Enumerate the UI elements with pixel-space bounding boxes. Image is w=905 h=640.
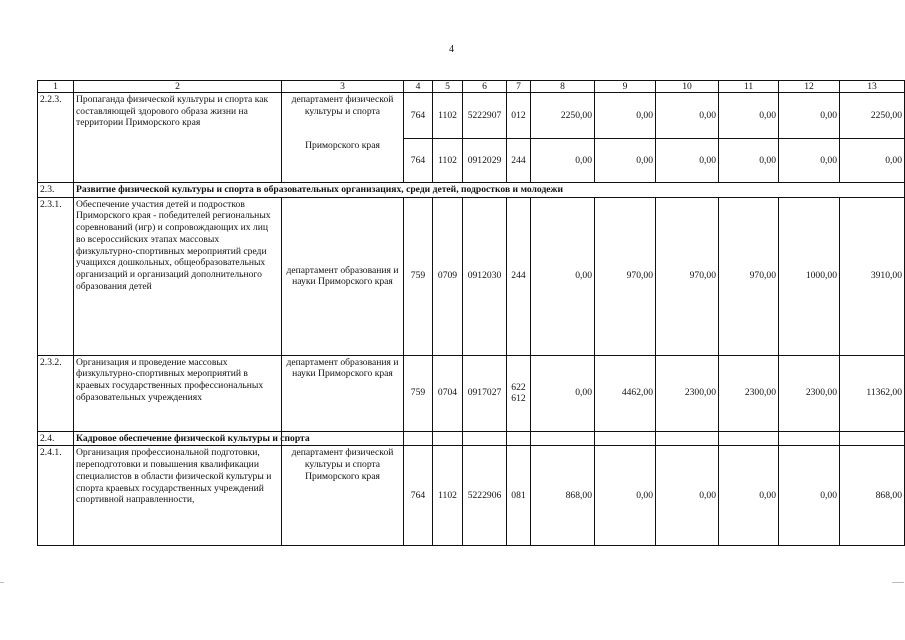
scan-mark bbox=[892, 582, 904, 583]
code-cell: 759 bbox=[404, 355, 433, 431]
code-cell: 081 bbox=[507, 446, 531, 546]
value-cell: 4462,00 bbox=[595, 355, 656, 431]
measure-name: Организация и проведение массовых физкультурно-спортивных мероприятий в краевых государственных профессиональных образовательных учреждениях bbox=[74, 355, 282, 431]
code-cell: 1102 bbox=[433, 446, 463, 546]
empty-cell bbox=[531, 431, 595, 446]
code-cell: 012 bbox=[507, 93, 531, 139]
table-row bbox=[38, 355, 905, 431]
header-cell: 13 bbox=[840, 81, 905, 93]
page-number: 4 bbox=[449, 44, 454, 55]
header-cell: 7 bbox=[507, 81, 531, 93]
header-cell: 8 bbox=[531, 81, 595, 93]
value-cell: 0,00 bbox=[719, 446, 779, 546]
empty-cell bbox=[404, 431, 433, 446]
code-cell: 244 bbox=[507, 139, 531, 183]
code-cell: 0704 bbox=[433, 355, 463, 431]
value-cell: 2250,00 bbox=[531, 93, 595, 139]
empty-cell bbox=[719, 431, 779, 446]
department-cell: департамент образования и науки Приморского края bbox=[282, 197, 404, 355]
value-cell: 0,00 bbox=[779, 139, 840, 183]
empty-cell bbox=[507, 431, 531, 446]
value-cell: 0,00 bbox=[595, 446, 656, 546]
value-cell: 0,00 bbox=[719, 139, 779, 183]
section-number: 2.3. bbox=[38, 183, 74, 198]
table-row bbox=[38, 446, 905, 546]
header-cell: 10 bbox=[656, 81, 719, 93]
department-cell: Приморского края bbox=[282, 139, 404, 183]
code-cell: 0709 bbox=[433, 197, 463, 355]
code-cell: 0917027 bbox=[463, 355, 507, 431]
value-cell: 0,00 bbox=[719, 93, 779, 139]
header-cell: 12 bbox=[779, 81, 840, 93]
value-cell: 0,00 bbox=[595, 139, 656, 183]
value-cell: 2300,00 bbox=[656, 355, 719, 431]
measure-name: Пропаганда физической культуры и спорта как составляющей здорового образа жизни на территории Приморского края bbox=[74, 93, 282, 183]
code-cell: 5222907 bbox=[463, 93, 507, 139]
value-cell: 0,00 bbox=[531, 355, 595, 431]
header-cell: 11 bbox=[719, 81, 779, 93]
measure-name: Обеспечение участия детей и подростков Приморского края - победителей региональных соревнований (игр) и сопровождающих их лиц во всероссийских этапах массовых физкультурно-спортивных мероприятий среди учащихся дошкольных, общеобразовательных организаций и организаций дополнительного образования детей bbox=[74, 197, 282, 355]
value-cell: 970,00 bbox=[656, 197, 719, 355]
header-cell: 4 bbox=[404, 81, 433, 93]
department-cell: департамент физической культуры и спорта bbox=[282, 93, 404, 139]
empty-cell bbox=[656, 431, 719, 446]
row-number: 2.4.1. bbox=[38, 446, 74, 546]
code-cell: 764 bbox=[404, 93, 433, 139]
table-row bbox=[38, 93, 905, 139]
value-cell: 0,00 bbox=[531, 197, 595, 355]
code-cell: 759 bbox=[404, 197, 433, 355]
code-cell: 622 612 bbox=[507, 355, 531, 431]
code-cell: 0912030 bbox=[463, 197, 507, 355]
empty-cell bbox=[433, 431, 463, 446]
value-cell: 0,00 bbox=[779, 446, 840, 546]
measure-name: Организация профессиональной подготовки, переподготовки и повышения квалификации специалистов в области физической культуры и спорта краевых государственных учреждений спортивной направленности, bbox=[74, 446, 282, 546]
value-cell: 0,00 bbox=[840, 139, 905, 183]
header-cell: 9 bbox=[595, 81, 656, 93]
section-title: Развитие физической культуры и спорта в образовательных организациях, среди детей, подростков и молодежи bbox=[74, 183, 905, 198]
value-cell: 2300,00 bbox=[719, 355, 779, 431]
header-cell: 1 bbox=[38, 81, 74, 93]
section-row bbox=[38, 183, 905, 198]
section-row bbox=[38, 431, 905, 446]
row-number: 2.3.1. bbox=[38, 197, 74, 355]
row-number: 2.3.2. bbox=[38, 355, 74, 431]
code-cell: 0912029 bbox=[463, 139, 507, 183]
budget-table bbox=[37, 80, 905, 546]
value-cell: 0,00 bbox=[656, 446, 719, 546]
header-cell: 5 bbox=[433, 81, 463, 93]
value-cell: 868,00 bbox=[531, 446, 595, 546]
value-cell: 0,00 bbox=[531, 139, 595, 183]
code-cell: 764 bbox=[404, 446, 433, 546]
value-cell: 3910,00 bbox=[840, 197, 905, 355]
value-cell: 868,00 bbox=[840, 446, 905, 546]
empty-cell bbox=[595, 431, 656, 446]
code-cell: 1102 bbox=[433, 93, 463, 139]
empty-cell bbox=[779, 431, 840, 446]
table-row bbox=[38, 197, 905, 355]
value-cell: 2250,00 bbox=[840, 93, 905, 139]
code-cell: 5222906 bbox=[463, 446, 507, 546]
section-title: Кадровое обеспечение физической культуры и спорта bbox=[74, 431, 282, 446]
section-number: 2.4. bbox=[38, 431, 74, 446]
scan-mark bbox=[0, 582, 4, 583]
value-cell: 970,00 bbox=[595, 197, 656, 355]
header-cell: 6 bbox=[463, 81, 507, 93]
row-number: 2.2.3. bbox=[38, 93, 74, 183]
department-cell: департамент физической культуры и спорта Приморского края bbox=[282, 446, 404, 546]
column-number-header bbox=[38, 81, 905, 93]
code-cell: 244 bbox=[507, 197, 531, 355]
value-cell: 970,00 bbox=[719, 197, 779, 355]
header-cell: 3 bbox=[282, 81, 404, 93]
value-cell: 11362,00 bbox=[840, 355, 905, 431]
value-cell: 0,00 bbox=[595, 93, 656, 139]
empty-cell bbox=[840, 431, 905, 446]
code-cell: 1102 bbox=[433, 139, 463, 183]
value-cell: 2300,00 bbox=[779, 355, 840, 431]
department-cell: департамент образования и науки Приморского края bbox=[282, 355, 404, 431]
header-cell: 2 bbox=[74, 81, 282, 93]
code-cell: 764 bbox=[404, 139, 433, 183]
value-cell: 0,00 bbox=[779, 93, 840, 139]
value-cell: 0,00 bbox=[656, 139, 719, 183]
value-cell: 0,00 bbox=[656, 93, 719, 139]
value-cell: 1000,00 bbox=[779, 197, 840, 355]
empty-cell bbox=[463, 431, 507, 446]
